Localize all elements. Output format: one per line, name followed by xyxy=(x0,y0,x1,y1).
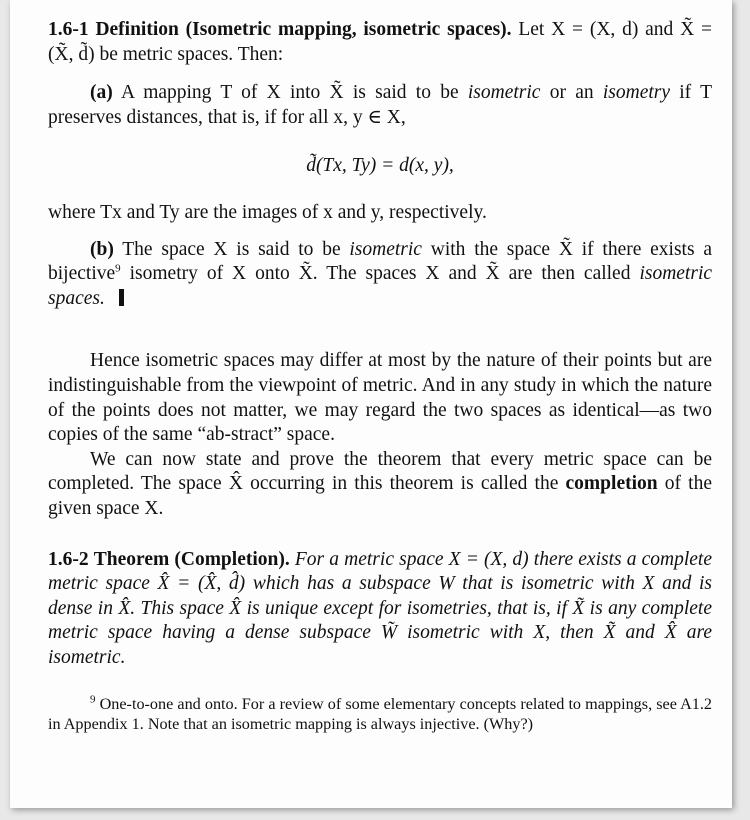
part-a-continuation: where Tx and Ty are the images of x and y, respectively. xyxy=(48,201,487,223)
part-a-label: (a) xyxy=(90,82,113,104)
definition-1-6-1 xyxy=(48,18,712,67)
book-page xyxy=(10,0,732,808)
definition-intro: Let X = (X, d) and X̃ = (X̃, d̃) be metric spaces. Then: xyxy=(48,19,712,65)
paragraph-text: We can now state and prove the theorem that every metric space can be completed. The space X̂ occurring in this theorem is called the xyxy=(48,448,712,495)
footnote-text: One-to-one and onto. For a review of some elementary concepts related to mappings, see A1.2 in Appendix 1. Note that an isometric mapping is always injective. (Why?) xyxy=(48,695,712,734)
term-completion: completion xyxy=(565,473,658,495)
discussion-paragraph-2 xyxy=(48,448,712,522)
end-of-definition-mark xyxy=(119,289,124,306)
theorem-number: 1.6-2 xyxy=(48,548,89,570)
term-isometry: isometry xyxy=(602,82,671,104)
part-b-text: The space X is said to be xyxy=(122,238,341,260)
part-b-label: (b) xyxy=(90,238,114,260)
definition-number: 1.6-1 xyxy=(48,19,89,40)
part-b-text: with the space X̃ if there exists a bijective xyxy=(48,238,712,285)
paragraph-text: of the given space X. xyxy=(48,473,713,519)
part-a-text: if T preserves distances, that is, if for all x, y ∈ X, xyxy=(48,82,712,128)
term-isometric: isometric xyxy=(467,82,541,104)
theorem-statement: For a metric space X = (X, d) there exists a complete metric space X̂ = (X̂, d̂) which has a subspace W that is isometric with X and is dense in X̂. This space X̂ is unique except for isometries, that is, if X̃ is any complete metric space having a dense subspace W̃ isometric with X, then X̃ and X̂ are isometric. xyxy=(48,548,713,668)
part-b-text: isometry of X onto X̃. The spaces X and X̃ are then called xyxy=(129,263,631,285)
definition-part-b xyxy=(48,238,712,312)
term-isometric-spaces: isometric spaces. xyxy=(48,263,713,309)
discussion-paragraph-1: Hence isometric spaces may differ at most by the nature of their points but are indistinguishable from the viewpoint of metric. And in any study in which the nature of the points does not matter, we may regard the two spaces as identical—as two copies of the same “ab-stract” space. xyxy=(48,350,712,446)
part-a-text: A mapping T of X into X̃ is said to be xyxy=(120,82,459,104)
display-formula: d̃(Tx, Ty) = d(x, y), xyxy=(306,155,454,177)
theorem-title: Theorem (Completion). xyxy=(93,548,290,570)
theorem-1-6-2 xyxy=(48,548,712,671)
footnote xyxy=(48,694,712,734)
definition-title: Definition (Isometric mapping, isometric spaces). xyxy=(95,19,512,40)
footnote-reference[interactable]: 9 xyxy=(115,262,121,275)
definition-part-a xyxy=(48,81,712,130)
part-a-text: or an xyxy=(549,82,594,104)
page-content xyxy=(48,18,712,734)
footnote-mark: 9 xyxy=(90,694,96,707)
term-isometric: isometric xyxy=(349,238,422,260)
